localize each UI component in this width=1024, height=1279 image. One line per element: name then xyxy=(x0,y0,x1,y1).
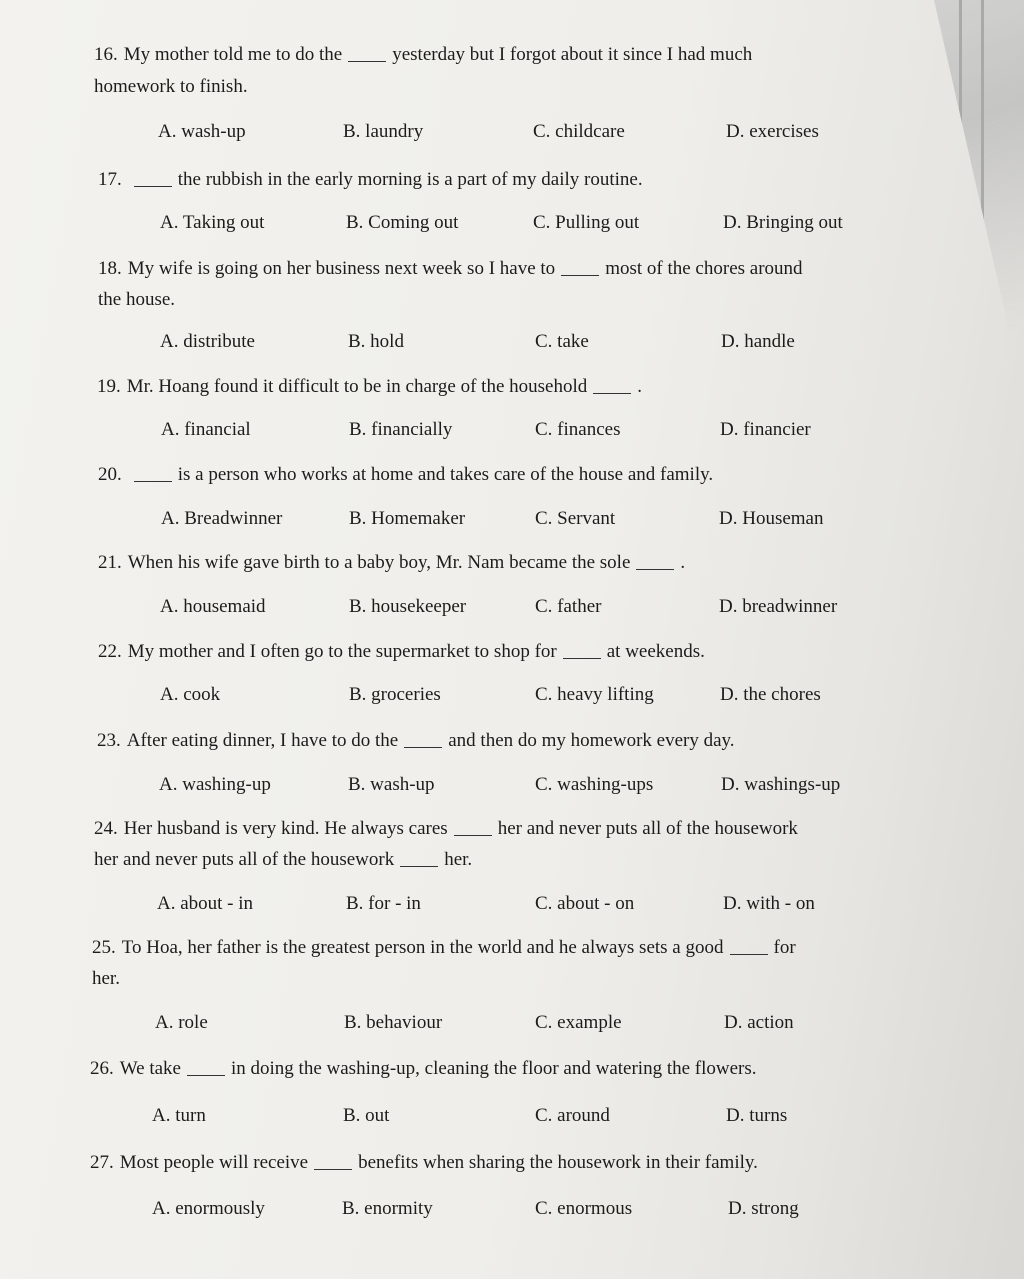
question-text: . xyxy=(637,376,642,397)
question-text: My mother told me to do the xyxy=(123,44,343,65)
option-d[interactable]: D. with - on xyxy=(723,893,815,914)
question-text: at weekends. xyxy=(606,641,705,662)
option-d[interactable]: D. Houseman xyxy=(719,508,824,529)
option-b[interactable]: B. hold xyxy=(348,331,404,352)
answer-blank xyxy=(561,257,599,276)
question-text: To Hoa, her father is the greatest person in the world and he always sets a good xyxy=(121,937,724,958)
option-c[interactable]: C. finances xyxy=(535,419,621,440)
option-b[interactable]: B. enormity xyxy=(342,1198,433,1219)
question-text: and then do my homework every day. xyxy=(448,730,735,751)
answer-blank xyxy=(563,640,601,659)
question-number: 26. xyxy=(90,1058,114,1079)
option-b[interactable]: B. financially xyxy=(349,419,453,440)
option-c[interactable]: C. father xyxy=(535,596,602,617)
question-text-line xyxy=(92,967,120,991)
question-text-line xyxy=(97,729,735,753)
question-text: Her husband is very kind. He always cares xyxy=(123,818,448,839)
question-number: 16. xyxy=(94,44,118,65)
question-number: 23. xyxy=(97,730,121,751)
question-text: When his wife gave birth to a baby boy, Mr. Nam became the sole xyxy=(127,552,631,573)
option-a[interactable]: A. cook xyxy=(160,684,221,705)
question-text: for xyxy=(773,937,796,958)
question-text-line xyxy=(90,1151,758,1175)
option-b[interactable]: B. Homemaker xyxy=(349,508,466,529)
option-d[interactable]: D. the chores xyxy=(720,684,821,705)
question-text: her and never puts all of the housework xyxy=(497,818,798,839)
option-b[interactable]: B. wash-up xyxy=(348,774,435,795)
answer-blank xyxy=(314,1151,352,1170)
option-c[interactable]: C. about - on xyxy=(535,893,635,914)
question-number: 17. xyxy=(98,169,122,190)
answer-blank xyxy=(134,463,172,482)
answer-blank xyxy=(593,375,631,394)
option-a[interactable]: A. Taking out xyxy=(160,212,265,233)
question-text: her and never puts all of the housework xyxy=(94,849,395,870)
option-c[interactable]: C. around xyxy=(535,1105,610,1126)
answer-blank xyxy=(400,848,438,867)
option-a[interactable]: A. housemaid xyxy=(160,596,266,617)
option-a[interactable]: A. Breadwinner xyxy=(161,508,283,529)
option-b[interactable]: B. behaviour xyxy=(344,1012,443,1033)
option-b[interactable]: B. out xyxy=(343,1105,390,1126)
option-b[interactable]: B. housekeeper xyxy=(349,596,467,617)
question-text-line xyxy=(98,463,713,487)
question-text-line xyxy=(94,817,798,841)
option-c[interactable]: C. enormous xyxy=(535,1198,633,1219)
question-text: benefits when sharing the housework in their family. xyxy=(358,1152,758,1173)
option-c[interactable]: C. heavy lifting xyxy=(535,684,654,705)
question-text-line xyxy=(97,375,642,399)
question-text-line xyxy=(92,936,796,960)
answer-blank xyxy=(134,168,172,187)
question-text-line xyxy=(98,640,705,664)
question-text: her. xyxy=(444,849,473,870)
answer-blank xyxy=(404,729,442,748)
option-c[interactable]: C. Pulling out xyxy=(533,212,640,233)
question-text-line xyxy=(94,75,248,99)
question-number: 25. xyxy=(92,937,116,958)
answer-blank xyxy=(454,817,492,836)
question-text-line xyxy=(98,288,175,312)
option-d[interactable]: D. turns xyxy=(726,1105,788,1126)
option-c[interactable]: C. take xyxy=(535,331,589,352)
option-b[interactable]: B. groceries xyxy=(349,684,441,705)
option-a[interactable]: A. distribute xyxy=(160,331,255,352)
question-text: homework to finish. xyxy=(94,76,248,97)
option-d[interactable]: D. washings-up xyxy=(721,774,841,795)
option-d[interactable]: D. strong xyxy=(728,1198,799,1219)
option-a[interactable]: A. wash-up xyxy=(158,121,246,142)
question-number: 24. xyxy=(94,818,118,839)
answer-blank xyxy=(187,1057,225,1076)
option-d[interactable]: D. financier xyxy=(720,419,811,440)
question-text: the house. xyxy=(98,289,176,310)
question-text: is a person who works at home and takes care of the house and family. xyxy=(177,464,714,485)
question-number: 18. xyxy=(98,258,122,279)
question-text-line xyxy=(90,1057,757,1081)
question-text: We take xyxy=(119,1058,181,1079)
option-d[interactable]: D. action xyxy=(724,1012,794,1033)
option-c[interactable]: C. childcare xyxy=(533,121,625,142)
question-text: My wife is going on her business next week so I have to xyxy=(127,258,556,279)
question-text: . xyxy=(680,552,686,573)
option-b[interactable]: B. for - in xyxy=(346,893,421,914)
question-text: Most people will receive xyxy=(119,1152,309,1173)
answer-blank xyxy=(730,936,768,955)
question-text: After eating dinner, I have to do the xyxy=(126,730,399,751)
option-d[interactable]: D. breadwinner xyxy=(719,596,838,617)
question-number: 27. xyxy=(90,1152,114,1173)
question-number: 22. xyxy=(98,641,122,662)
answer-blank xyxy=(636,551,674,570)
option-c[interactable]: C. Servant xyxy=(535,508,616,529)
question-text: the rubbish in the early morning is a part of my daily routine. xyxy=(177,169,643,190)
option-a[interactable]: A. enormously xyxy=(152,1198,265,1219)
option-b[interactable]: B. laundry xyxy=(343,121,424,142)
option-a[interactable]: A. financial xyxy=(161,419,251,440)
option-a[interactable]: A. washing-up xyxy=(159,774,271,795)
question-text-line xyxy=(94,848,472,872)
question-text: her. xyxy=(92,968,120,989)
question-text-line xyxy=(94,43,752,67)
question-text: in doing the washing-up, cleaning the floor and watering the flowers. xyxy=(231,1058,757,1079)
answer-blank xyxy=(348,43,386,62)
question-text: most of the chores around xyxy=(605,258,803,279)
question-number: 21. xyxy=(98,552,122,573)
question-number: 19. xyxy=(97,376,121,397)
question-text: yesterday but I forgot about it since I had much xyxy=(392,44,753,65)
question-text-line xyxy=(98,168,643,192)
option-a[interactable]: A. about - in xyxy=(157,893,254,914)
option-d[interactable]: D. exercises xyxy=(726,121,819,142)
option-c[interactable]: C. example xyxy=(535,1012,622,1033)
option-a[interactable]: A. role xyxy=(155,1012,208,1033)
option-d[interactable]: D. Bringing out xyxy=(723,212,843,233)
option-a[interactable]: A. turn xyxy=(152,1105,206,1126)
option-b[interactable]: B. Coming out xyxy=(346,212,459,233)
question-text-line xyxy=(98,551,685,575)
option-d[interactable]: D. handle xyxy=(721,331,795,352)
question-text: Mr. Hoang found it difficult to be in charge of the household xyxy=(126,376,588,397)
option-c[interactable]: C. washing-ups xyxy=(535,774,654,795)
question-number: 20. xyxy=(98,464,122,485)
question-text-line xyxy=(98,257,803,281)
question-text: My mother and I often go to the supermarket to shop for xyxy=(127,641,557,662)
